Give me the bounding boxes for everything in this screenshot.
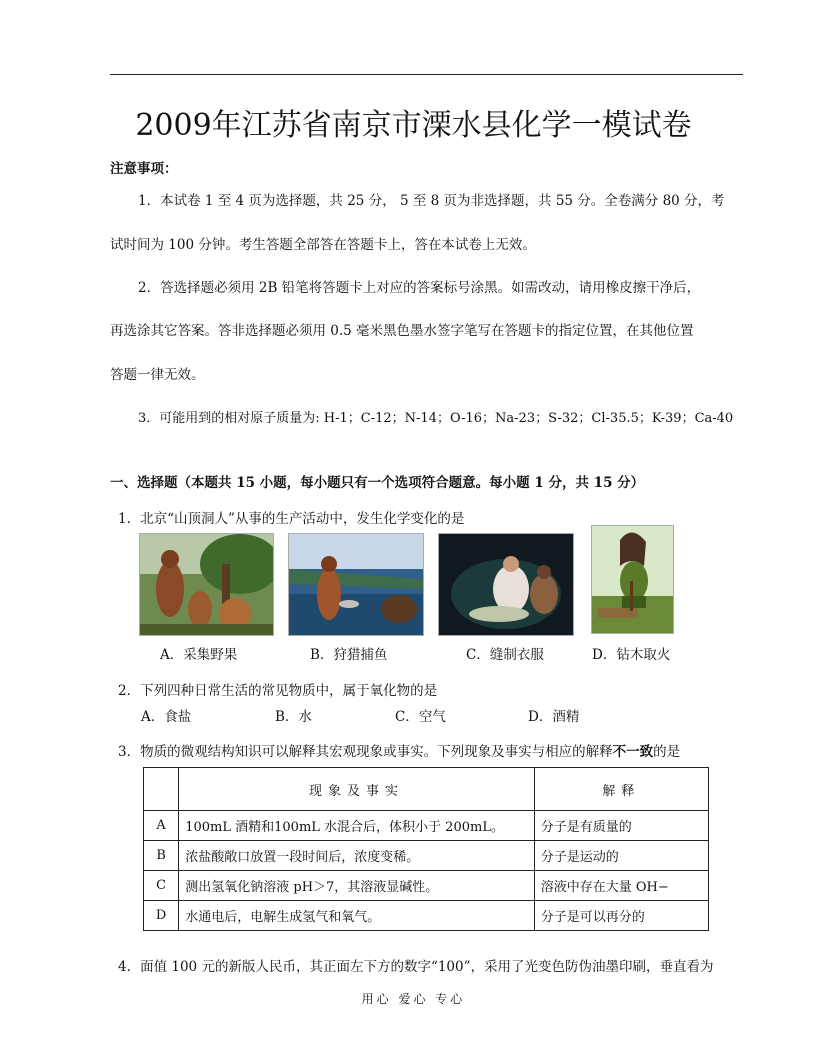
q3-row-explain: 分子是运动的	[534, 841, 708, 871]
notice-item-1-line-2: 试时间为 100 分钟。考生答题全部答在答题卡上，答在本试卷上无效。	[110, 237, 536, 253]
q3-row-fact: 100mL 酒精和100mL 水混合后，体积小于 200mL。	[179, 811, 535, 841]
q2-option-a[interactable]: A．食盐	[141, 709, 192, 725]
q3-row-explain: 溶液中存在大量 OH−	[534, 871, 708, 901]
q3-table-row[interactable]	[144, 841, 709, 871]
q1-option-b[interactable]: B．狩猎捕鱼	[310, 647, 388, 663]
notice-item-1-line-1: 1．本试卷 1 至 4 页为选择题，共 25 分， 5 至 8 页为非选择题，共 55 分。全卷满分 80 分，考	[138, 193, 725, 209]
q3-row-label: A	[144, 811, 179, 841]
q3-header-explain: 解释	[534, 768, 708, 811]
q3-row-fact: 浓盐酸敞口放置一段时间后，浓度变稀。	[179, 841, 535, 871]
q3-stem-after: 的是	[653, 744, 681, 760]
q3-row-explain: 分子是可以再分的	[534, 901, 708, 931]
q3-header-label-cell	[144, 768, 179, 811]
q3-table-row[interactable]	[144, 901, 709, 931]
page-footer: 用心 爱心 专心	[361, 992, 466, 1006]
q2-option-b[interactable]: B．水	[275, 709, 312, 725]
q3-row-explain: 分子是有质量的	[534, 811, 708, 841]
q2-option-c[interactable]: C．空气	[395, 709, 446, 725]
section-1-heading: 一、选择题（本题共 15 小题，每小题只有一个选项符合题意。每小题 1 分，共 15 分）	[110, 475, 645, 491]
q3-stem	[118, 740, 680, 760]
q3-row-fact: 测出氢氧化钠溶液 pH＞7，其溶液显碱性。	[179, 871, 535, 901]
q3-row-label: C	[144, 871, 179, 901]
q3-stem-emphasis: 不一致	[612, 744, 654, 760]
q3-row-label: D	[144, 901, 179, 931]
q3-row-label: B	[144, 841, 179, 871]
notice-item-2-line-1: 2．答选择题必须用 2B 铅笔将答题卡上对应的答案标号涂黑。如需改动，请用橡皮擦干净后，	[138, 280, 701, 296]
q1-stem: 1．北京“山顶洞人”从事的生产活动中，发生化学变化的是	[118, 511, 465, 527]
picture-sewing-clothes	[438, 533, 574, 636]
q3-table-header-row	[144, 768, 709, 811]
page-title: 2009年江苏省南京市溧水县化学一模试卷	[135, 108, 692, 143]
picture-drilling-fire	[591, 525, 674, 634]
notice-heading: 注意事项：	[110, 161, 178, 177]
q2-stem: 2．下列四种日常生活的常见物质中，属于氧化物的是	[118, 683, 438, 699]
q3-table	[143, 767, 709, 931]
header-rule	[110, 74, 743, 75]
q2-option-d[interactable]: D．酒精	[528, 709, 580, 725]
q3-row-fact: 水通电后，电解生成氢气和氧气。	[179, 901, 535, 931]
q1-option-d[interactable]: D．钻木取火	[592, 647, 671, 663]
notice-item-2-line-2: 再选涂其它答案。答非选择题必须用 0.5 毫米黑色墨水签字笔写在答题卡的指定位置，在其他位置	[110, 323, 694, 339]
q4-stem: 4．面值 100 元的新版人民币，其正面左下方的数字“100”，采用了光变色防伪油墨印刷，垂直看为	[118, 959, 714, 975]
picture-gathering-fruit	[139, 533, 274, 636]
q3-header-fact: 现象及事实	[179, 768, 535, 811]
q3-table-row[interactable]	[144, 871, 709, 901]
notice-item-3: 3．可能用到的相对原子质量为: H-1；C-12；N-14；O-16；Na-23；S-32；Cl-35.5；K-39；Ca-40	[138, 411, 734, 426]
notice-item-2-line-3: 答题一律无效。	[110, 367, 205, 383]
q1-option-a[interactable]: A．采集野果	[160, 647, 238, 663]
q3-stem-before: 3．物质的微观结构知识可以解释其宏观现象或事实。下列现象及事实与相应的解释	[118, 744, 613, 760]
picture-hunting-fishing	[288, 533, 424, 636]
q1-option-c[interactable]: C．缝制衣服	[466, 647, 544, 663]
q3-table-row[interactable]	[144, 811, 709, 841]
